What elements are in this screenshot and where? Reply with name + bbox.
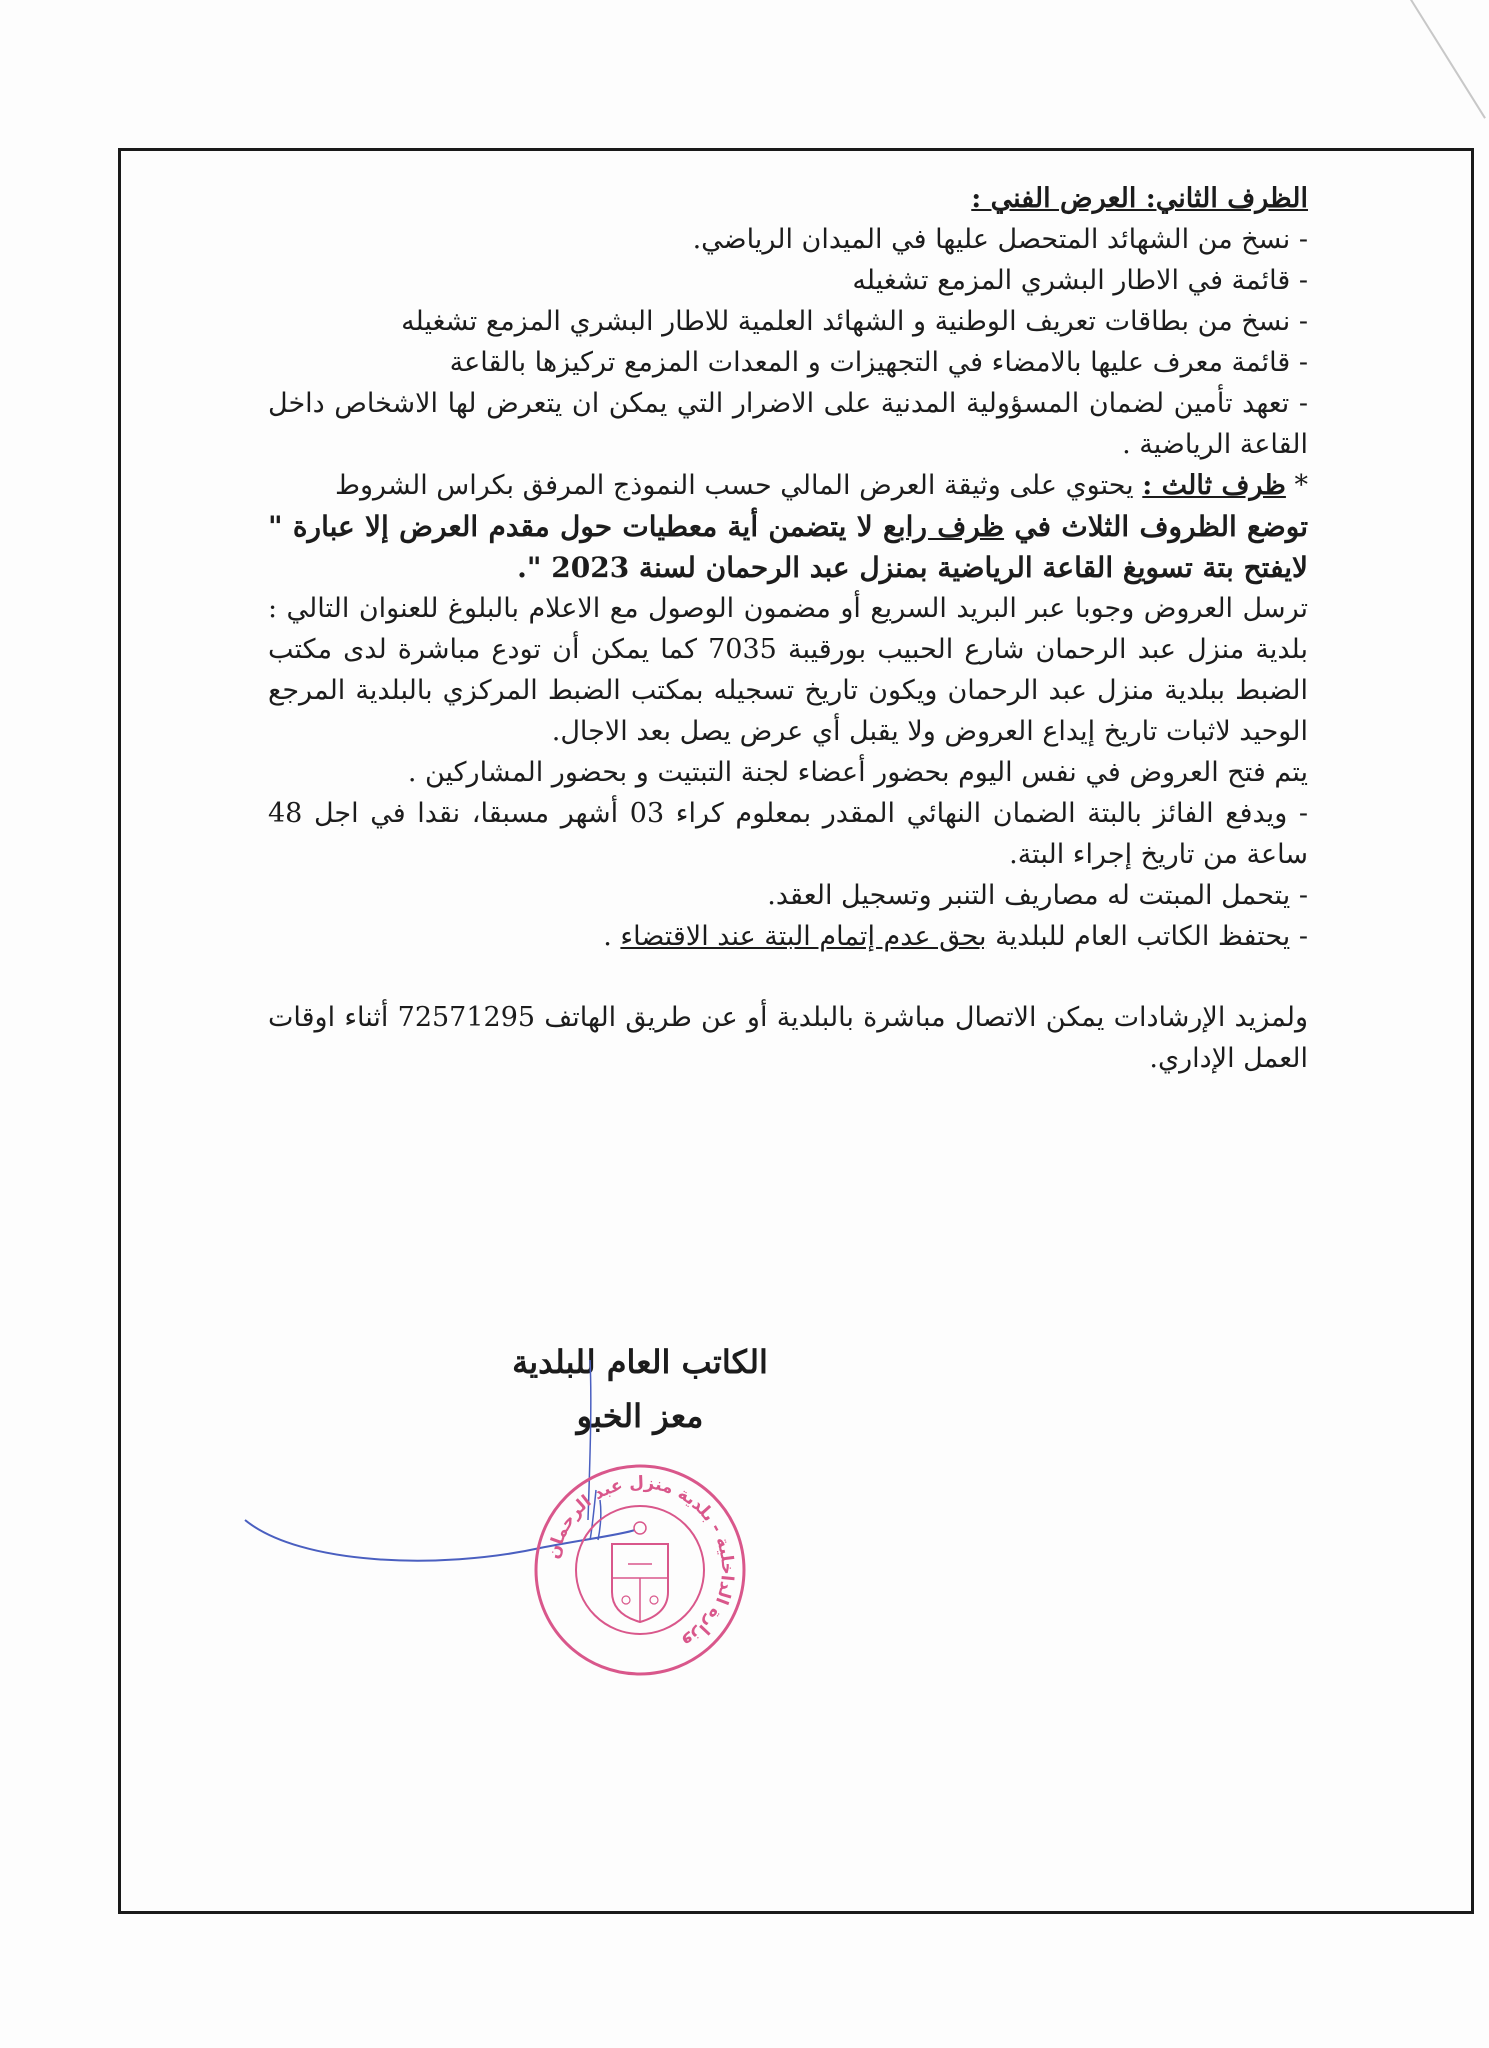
guarantee-paragraph: - ويدفع الفائز بالبتة الضمان النهائي المقدر بمعلوم كراء 03 أشهر مسبقا، نقدا في اجل 48 ساعة من تاريخ إجراء البتة. xyxy=(268,798,1308,870)
technical-envelope-heading: الظرف الثاني: العرض الفني : xyxy=(971,183,1308,214)
document-body xyxy=(268,178,1308,1079)
third-envelope-prefix: * xyxy=(1285,470,1308,501)
technical-item-5: - تعهد تأمين لضمان المسؤولية المدنية على الاضرار التي يمكن ان يتعرض لها الاشخاص داخل القاعة الرياضية . xyxy=(268,388,1308,460)
third-envelope-text: يحتوي على وثيقة العرض المالي حسب النموذج المرفق بكراس الشروط xyxy=(334,470,1143,501)
opening-paragraph: يتم فتح العروض في نفس اليوم بحضور أعضاء لجنة التبتيت و بحضور المشاركين . xyxy=(407,757,1308,788)
signatory-name: معز الخبو xyxy=(576,1397,704,1435)
submission-paragraph: ترسل العروض وجوبا عبر البريد السريع أو مضمون الوصول مع الاعلام بالبلوغ للعنوان التالي : بلدية منزل عبد الرحمان شارع الحبيب بورقيبة 7035 كما يمكن أن تودع مباشرة لدى مكتب الضبط ببلدية منزل عبد الرحمان ويكون تاريخ تسجيله بمكتب الضبط المركزي بالبلدية المرجع الوحيد لاثبات تاريخ إيداع العروض ولا يقبل أي عرض يصل بعد الاجال. xyxy=(268,593,1308,747)
page-corner-fold xyxy=(1410,0,1486,119)
packaging-part-1: توضع الظروف الثلاث في xyxy=(1004,510,1308,543)
spacer xyxy=(268,957,1308,997)
technical-item-1: - نسخ من الشهائد المتحصل عليها في الميدان الرياضي. xyxy=(692,224,1308,255)
technical-item-4: - قائمة معرف عليها بالامضاء في التجهيزات و المعدات المزمع تركيزها بالقاعة xyxy=(449,347,1308,378)
reservation-part-1: - يحتفظ الكاتب العام للبلدية xyxy=(986,921,1308,952)
reservation-right: بحق عدم إتمام البتة عند الاقتضاء xyxy=(620,921,987,952)
reservation-part-3: . xyxy=(603,921,621,952)
reservation-paragraph xyxy=(268,916,1308,957)
third-envelope-label: ظرف ثالث : xyxy=(1142,470,1286,501)
third-envelope xyxy=(268,465,1308,506)
technical-item-3: - نسخ من بطاقات تعريف الوطنية و الشهائد العلمية للاطار البشري المزمع تشغيله xyxy=(401,306,1308,337)
packaging-instruction xyxy=(268,506,1308,588)
contact-paragraph: ولمزيد الإرشادات يمكن الاتصال مباشرة بالبلدية أو عن طريق الهاتف 72571295 أثناء اوقات العمل الإداري. xyxy=(268,1002,1309,1074)
signatory-title: الكاتب العام للبلدية xyxy=(512,1343,768,1381)
fourth-envelope-label: ظرف رابع xyxy=(882,510,1005,543)
official-stamp xyxy=(530,1460,750,1680)
packaging-part-3: لا يتضمن أية معطيات حول مقدم العرض إلا عبارة " لايفتح بتة تسويغ القاعة الرياضية بمنزل عبد الرحمان لسنة 2023 ". xyxy=(268,510,1308,584)
fees-paragraph: - يتحمل المبتت له مصاريف التنبر وتسجيل العقد. xyxy=(767,880,1308,911)
technical-item-2: - قائمة في الاطار البشري المزمع تشغيله xyxy=(852,265,1308,296)
svg-text:وزارة الداخلية - بلدية منزل عب: وزارة الداخلية - بلدية منزل عبد الرحمان xyxy=(543,1472,738,1653)
